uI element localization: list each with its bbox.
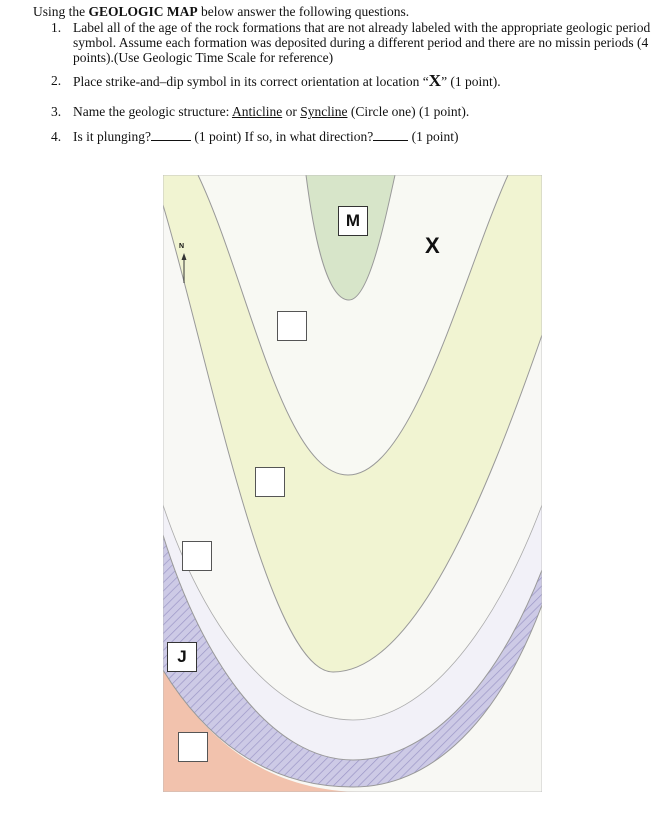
q4-mid: (1 point) If so, in what direction? <box>194 129 374 144</box>
question-number: 1. <box>51 20 62 35</box>
question-text: Label all of the age of the rock formations that are not already labeled with the appropriate geologic period symbol. Assume each formation was deposited during a different period and there are no missin periods (4 points).(Use Geologic Time Scale for reference) <box>73 20 651 65</box>
label-answer-box-2[interactable] <box>255 467 285 497</box>
label-answer-box-3[interactable] <box>182 541 212 571</box>
label-answer-box-1[interactable] <box>277 311 307 341</box>
q4-post: (1 point) <box>411 129 459 144</box>
north-label: N <box>179 243 185 250</box>
q3-post: (Circle one) (1 point). <box>347 104 470 119</box>
question-text <box>73 73 501 89</box>
plunging-answer-blank[interactable] <box>151 129 191 141</box>
question-text <box>73 104 469 119</box>
q3-or: or <box>282 104 301 119</box>
option-syncline[interactable]: Syncline <box>300 104 348 119</box>
q3-pre: Name the geologic structure: <box>73 104 232 119</box>
location-x-marker: X <box>425 233 440 258</box>
intro-rest: below answer the following questions. <box>201 4 410 19</box>
q2-post: ” (1 point). <box>441 74 501 89</box>
formation-label-m: M <box>338 206 368 236</box>
option-anticline[interactable]: Anticline <box>231 104 283 119</box>
geologic-map <box>163 175 542 792</box>
intro-line <box>33 4 409 20</box>
label-answer-box-4[interactable] <box>178 732 208 762</box>
intro-bold: GEOLOGIC MAP <box>88 4 198 19</box>
formation-label-j: J <box>167 642 197 672</box>
question-number: 3. <box>51 104 62 119</box>
q2-x: X <box>428 71 442 90</box>
q4-pre: Is it plunging? <box>73 129 151 144</box>
direction-answer-blank[interactable] <box>373 129 408 141</box>
question-number: 4. <box>51 129 62 144</box>
intro-lead: Using the <box>33 4 86 19</box>
geologic-map-svg <box>163 175 542 792</box>
question-number: 2. <box>51 73 62 88</box>
question-text <box>73 129 458 144</box>
q2-pre: Place strike-and–dip symbol in its correct orientation at location “ <box>73 74 429 89</box>
